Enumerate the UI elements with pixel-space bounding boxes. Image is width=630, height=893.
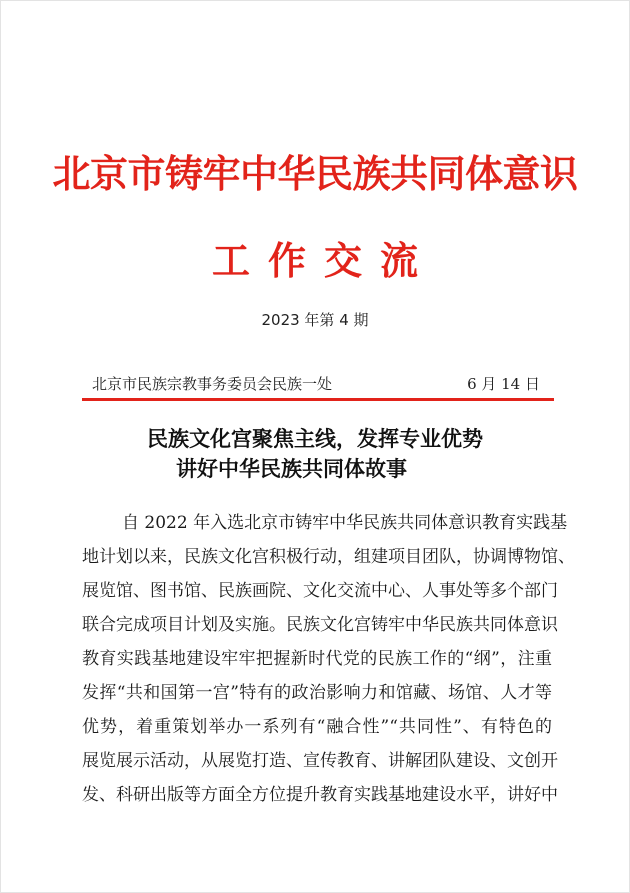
masthead-title: 北京市铸牢中华民族共同体意识 xyxy=(52,152,578,196)
article-headline-line-2: 讲好中华民族共同体故事 xyxy=(176,456,407,481)
masthead-subtitle: 工作交流 xyxy=(211,239,436,283)
body-text-line: 展览馆、图书馆、民族画院、文化交流中心、人事处等多个部门 xyxy=(82,581,558,601)
body-text-line: 自 2022 年入选北京市铸牢中华民族共同体意识教育实践基 xyxy=(122,513,568,533)
issue-date: 6 月 14 日 xyxy=(467,375,540,393)
body-text-line: 优势，着重策划举办一系列有“融合性”“共同性”、有特色的 xyxy=(82,717,552,737)
body-text-line: 联合完成项目计划及实施。民族文化宫铸牢中华民族共同体意识 xyxy=(82,615,558,635)
issue-number: 2023 年第 4 期 xyxy=(261,311,369,329)
body-text-line: 发挥“共和国第一宫”特有的政治影响力和馆藏、场馆、人才等 xyxy=(82,683,552,703)
body-text-line: 地计划以来，民族文化宫积极行动，组建项目团队，协调博物馆、 xyxy=(82,547,575,567)
article-headline-line-1: 民族文化宫聚焦主线，发挥专业优势 xyxy=(147,426,483,451)
body-text-line: 发、科研出版等方面全方位提升教育实践基地建设水平，讲好中 xyxy=(82,785,558,805)
issuer: 北京市民族宗教事务委员会民族一处 xyxy=(92,375,333,393)
body-text-line: 展览展示活动，从展览打造、宣传教育、讲解团队建设、文创开 xyxy=(82,751,558,771)
body-text-line: 教育实践基地建设牢牢把握新时代党的民族工作的“纲”，注重 xyxy=(82,649,552,669)
red-divider xyxy=(82,398,554,401)
